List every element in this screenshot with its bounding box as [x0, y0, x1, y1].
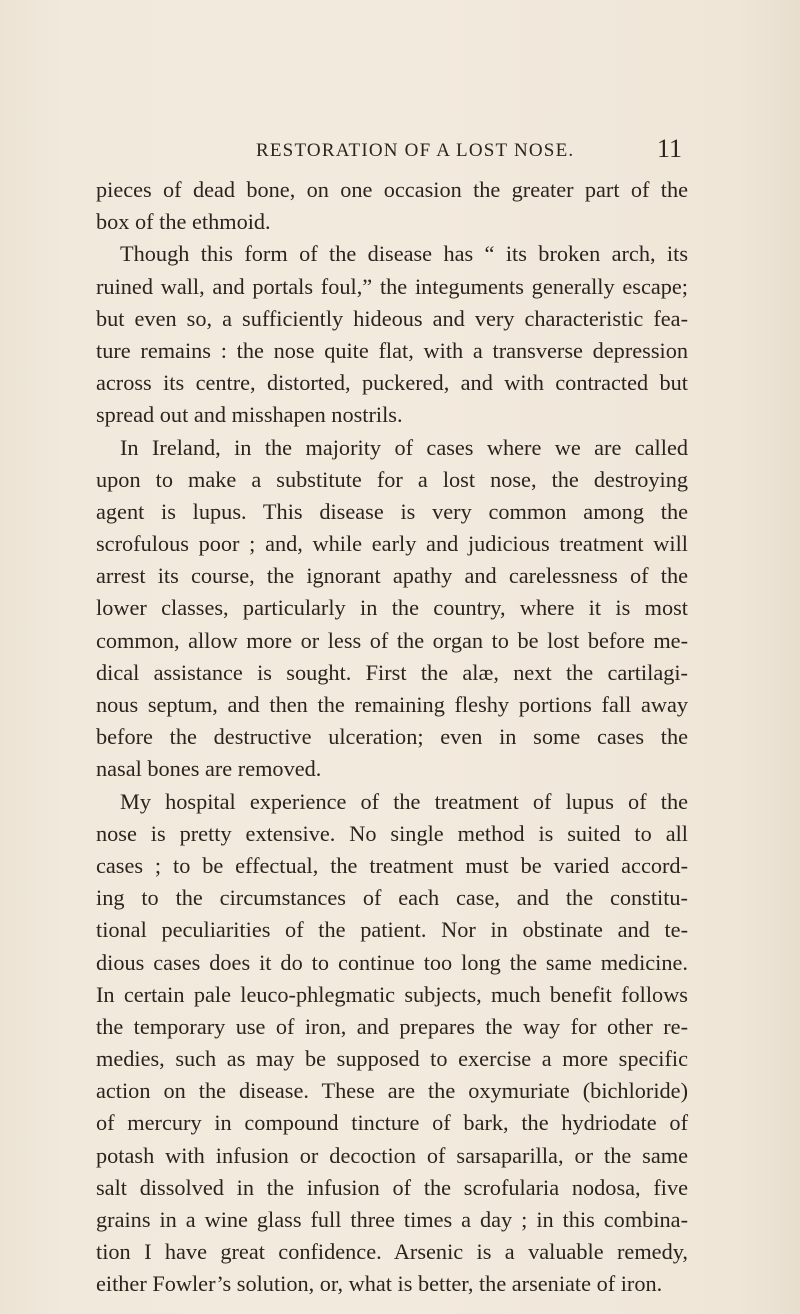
text-line: spread out and misshapen nostrils. — [96, 402, 403, 428]
text-line: upon to make a substitute for a lost nose, the destroying — [96, 466, 688, 492]
page-number: 11 — [656, 134, 682, 163]
text-line: before the destructive ulceration; even in some cases the — [96, 724, 688, 750]
text-line: In Ireland, in the majority of cases where we are called — [120, 434, 688, 460]
text-line: My hospital experience of the treatment of lupus of the — [120, 788, 688, 814]
text-line: scrofulous poor ; and, while early and judicious treatment will — [96, 531, 688, 557]
text-line: across its centre, distorted, puckered, and with contracted but — [96, 370, 688, 396]
body-text — [96, 174, 688, 1301]
text-line: of mercury in compound tincture of bark, the hydriodate of — [96, 1110, 688, 1136]
text-line: common, allow more or less of the organ to be lost before me- — [96, 627, 688, 653]
running-title: RESTORATION OF A LOST NOSE. — [256, 140, 575, 161]
text-line: dical assistance is sought. First the alæ, next the cartilagi- — [96, 659, 688, 685]
text-line: arrest its course, the ignorant apathy and carelessness of the — [96, 563, 688, 589]
text-line: but even so, a sufficiently hideous and very characteristic fea- — [96, 305, 688, 331]
text-line: ing to the circumstances of each case, and the constitu- — [96, 885, 688, 911]
page-header — [96, 132, 686, 172]
text-line: box of the ethmoid. — [96, 209, 271, 235]
text-line: either Fowler’s solution, or, what is better, the arseniate of iron. — [96, 1271, 663, 1297]
text-line: nasal bones are removed. — [96, 756, 322, 782]
text-line: agent is lupus. This disease is very common among the — [96, 498, 688, 524]
text-line: salt dissolved in the infusion of the scrofularia nodosa, five — [96, 1174, 688, 1200]
text-line: the temporary use of iron, and prepares the way for other re- — [96, 1013, 688, 1039]
text-line: ruined wall, and portals foul,” the integuments generally escape; — [96, 273, 688, 299]
text-line: nose is pretty extensive. No single method is suited to all — [96, 820, 688, 846]
text-line: In certain pale leuco-phlegmatic subjects, much benefit follows — [96, 981, 688, 1007]
text-line: tion I have great confidence. Arsenic is a valuable remedy, — [96, 1239, 688, 1265]
text-line: Though this form of the disease has “ its broken arch, its — [120, 241, 688, 267]
text-line: nous septum, and then the remaining fleshy portions fall away — [96, 692, 688, 717]
text-line: action on the disease. These are the oxymuriate (bichloride) — [96, 1078, 688, 1104]
text-line: dious cases does it do to continue too long the same medicine. — [96, 949, 688, 975]
text-line: grains in a wine glass full three times a day ; in this combina- — [96, 1207, 688, 1232]
text-line: ture remains : the nose quite flat, with a transverse depression — [96, 337, 688, 363]
text-line: lower classes, particularly in the country, where it is most — [96, 595, 688, 621]
text-line: tional peculiarities of the patient. Nor in obstinate and te- — [96, 917, 688, 943]
text-line: potash with infusion or decoction of sarsaparilla, or the same — [96, 1142, 688, 1168]
text-line: medies, such as may be supposed to exercise a more specific — [96, 1046, 688, 1072]
text-line: pieces of dead bone, on one occasion the greater part of the — [96, 177, 688, 202]
text-line: cases ; to be effectual, the treatment must be varied accord- — [96, 852, 688, 878]
